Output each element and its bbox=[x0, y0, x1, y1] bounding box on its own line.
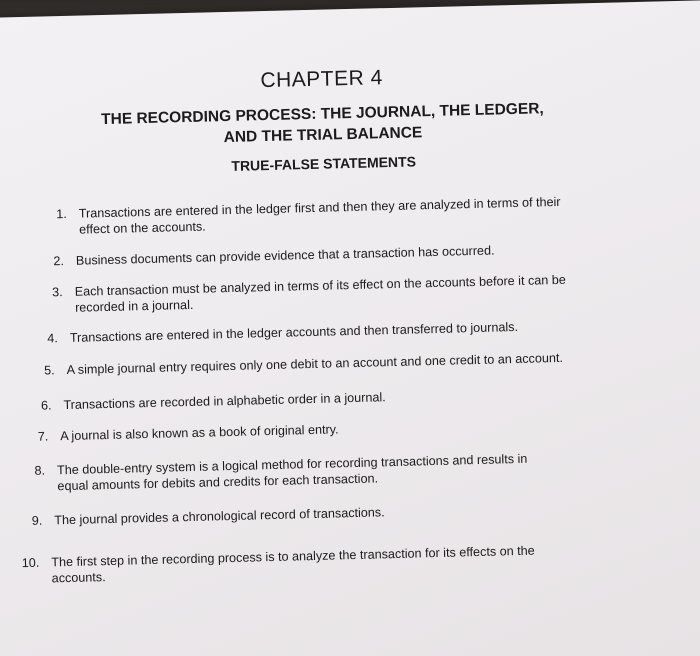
chapter-subtitle bbox=[72, 98, 573, 152]
statement-item bbox=[29, 384, 589, 413]
statement-line-1: Transactions are entered in the ledger accounts and then transferred to journals. bbox=[69, 319, 519, 345]
statement-line-1: The journal provides a chronological record of transactions. bbox=[54, 505, 385, 528]
statement-line-2: accounts. bbox=[51, 570, 106, 586]
statement-text bbox=[51, 543, 535, 587]
statement-item bbox=[41, 271, 601, 315]
statement-item bbox=[36, 317, 596, 346]
statement-line-1: The first step in the recording process is to analyze the transaction for its effects on the bbox=[51, 543, 535, 570]
statement-number: 8. bbox=[34, 463, 46, 478]
statement-line-1: Business documents can provide evidence that a transaction has occurred. bbox=[75, 243, 495, 268]
statement-number: 2. bbox=[53, 254, 65, 269]
statement-text bbox=[63, 389, 386, 413]
statement-line-1: Transactions are recorded in alphabetic order in a journal. bbox=[63, 390, 386, 413]
section-heading: TRUE-FALSE STATEMENTS bbox=[231, 153, 417, 174]
statement-number: 3. bbox=[52, 285, 63, 300]
statement-line-1: Each transaction must be analyzed in terms of its effect on the accounts before it can be bbox=[74, 272, 566, 299]
subtitle-line-1: THE RECORDING PROCESS: THE JOURNAL, THE LEDGER, bbox=[100, 100, 544, 129]
statement-line-2: effect on the accounts. bbox=[79, 219, 206, 237]
statement-item bbox=[26, 415, 586, 444]
statement-number: 1. bbox=[56, 206, 67, 222]
statement-number: 9. bbox=[31, 513, 43, 528]
statement-item bbox=[20, 499, 580, 528]
statement-line-1: A simple journal entry requires only one debit to an account and one credit to an account. bbox=[66, 350, 564, 377]
statement-line-1: The double-entry system is a logical method for recording transactions and results in bbox=[56, 451, 528, 478]
statement-line-2: recorded in a journal. bbox=[74, 297, 194, 315]
statement-text bbox=[70, 319, 519, 346]
statement-number: 7. bbox=[37, 429, 49, 444]
statement-item bbox=[17, 541, 617, 586]
statement-text bbox=[75, 272, 567, 316]
statement-text bbox=[60, 421, 339, 444]
chapter-heading: CHAPTER 4 bbox=[260, 66, 384, 93]
statement-number: 10. bbox=[21, 555, 40, 571]
statement-number: 6. bbox=[40, 398, 52, 413]
statement-number: 5. bbox=[43, 363, 55, 378]
statement-number: 4. bbox=[47, 331, 59, 346]
statement-text bbox=[54, 504, 385, 528]
statement-line-1: Transactions are entered in the ledger first and then they are analyzed in terms of their bbox=[78, 194, 561, 221]
statement-text bbox=[79, 194, 561, 238]
statement-item bbox=[23, 449, 613, 494]
subtitle-line-2: AND THE TRIAL BALANCE bbox=[223, 124, 423, 147]
statement-line-2: equal amounts for debits and credits for each transaction. bbox=[57, 471, 379, 494]
statement-item bbox=[42, 240, 602, 269]
statement-item bbox=[45, 193, 605, 237]
statement-text bbox=[76, 243, 495, 269]
statement-item bbox=[32, 349, 612, 378]
statement-text bbox=[57, 451, 528, 494]
statement-text bbox=[66, 350, 563, 378]
statement-line-1: A journal is also known as a book of original entry. bbox=[60, 422, 339, 444]
